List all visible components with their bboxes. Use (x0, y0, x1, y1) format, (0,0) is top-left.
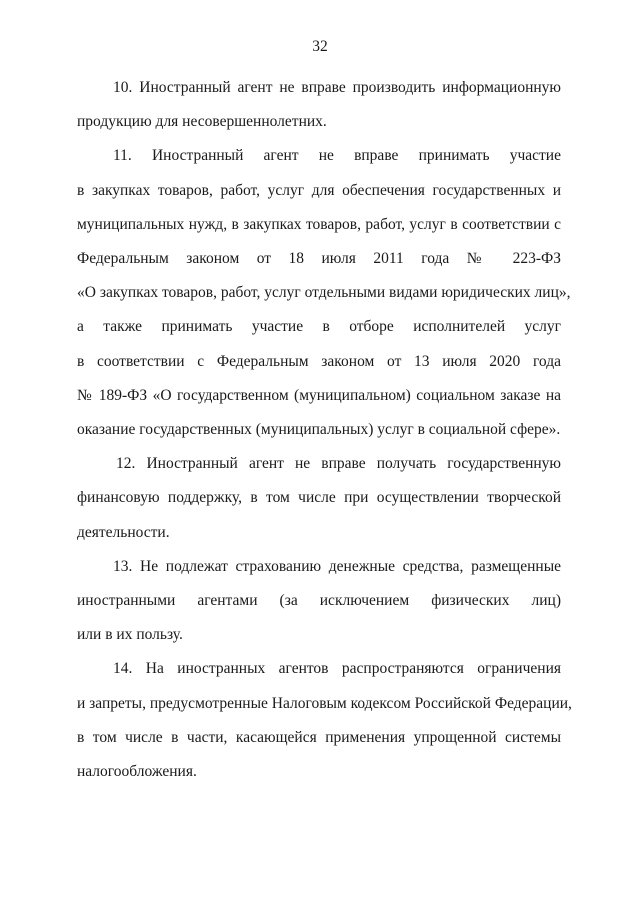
paragraph-line: в соответствии с Федеральным законом от 13 июля 2020 года (77, 352, 561, 370)
paragraph-line: или в их пользу. (77, 626, 183, 644)
paragraph-line: в закупках товаров, работ, услуг для обеспечения государственных и (77, 181, 561, 199)
paragraph-line: 13. Не подлежат страхованию денежные средства, размещенные (113, 557, 561, 575)
paragraph-line: финансовую поддержку, в том числе при осуществлении творческой (77, 489, 561, 507)
paragraph-line: оказание государственных (муниципальных) услуг в социальной сфере». (77, 421, 561, 439)
paragraph-14 (77, 652, 572, 789)
paragraph-line: в том числе в части, касающейся применения упрощенной системы (77, 728, 561, 746)
paragraph-11 (77, 139, 571, 447)
paragraph-10 (77, 71, 561, 139)
paragraph-line: а также принимать участие в отборе исполнителей услуг (77, 318, 561, 336)
page-number: 32 (312, 38, 328, 55)
paragraph-line: деятельности. (77, 523, 170, 541)
paragraph-line: 12. Иностранный агент не вправе получать государственную (116, 455, 561, 473)
paragraph-line: продукцию для несовершеннолетних. (77, 113, 327, 131)
document-body (77, 71, 572, 789)
paragraph-line: налогообложения. (77, 763, 197, 781)
paragraph-line: иностранными агентами (за исключением физических лиц) (77, 592, 561, 610)
paragraph-line: и запреты, предусмотренные Налоговым кодексом Российской Федерации, (77, 694, 572, 712)
paragraph-line: 11. Иностранный агент не вправе принимать участие (113, 147, 561, 165)
paragraph-line: «О закупках товаров, работ, услуг отдельными видами юридических лиц», (77, 284, 571, 302)
paragraph-12 (77, 447, 561, 550)
paragraph-line: № 189-ФЗ «О государственном (муниципальном) социальном заказе на (77, 386, 561, 404)
paragraph-line: 14. На иностранных агентов распространяются ограничения (113, 660, 561, 678)
paragraph-line: 10. Иностранный агент не вправе производить информационную (113, 79, 561, 96)
paragraph-13 (77, 550, 561, 653)
paragraph-line: Федеральным законом от 18 июля 2011 года № 223-ФЗ (77, 250, 561, 268)
paragraph-line: муниципальных нужд, в закупках товаров, работ, услуг в соответствии с (77, 215, 561, 233)
